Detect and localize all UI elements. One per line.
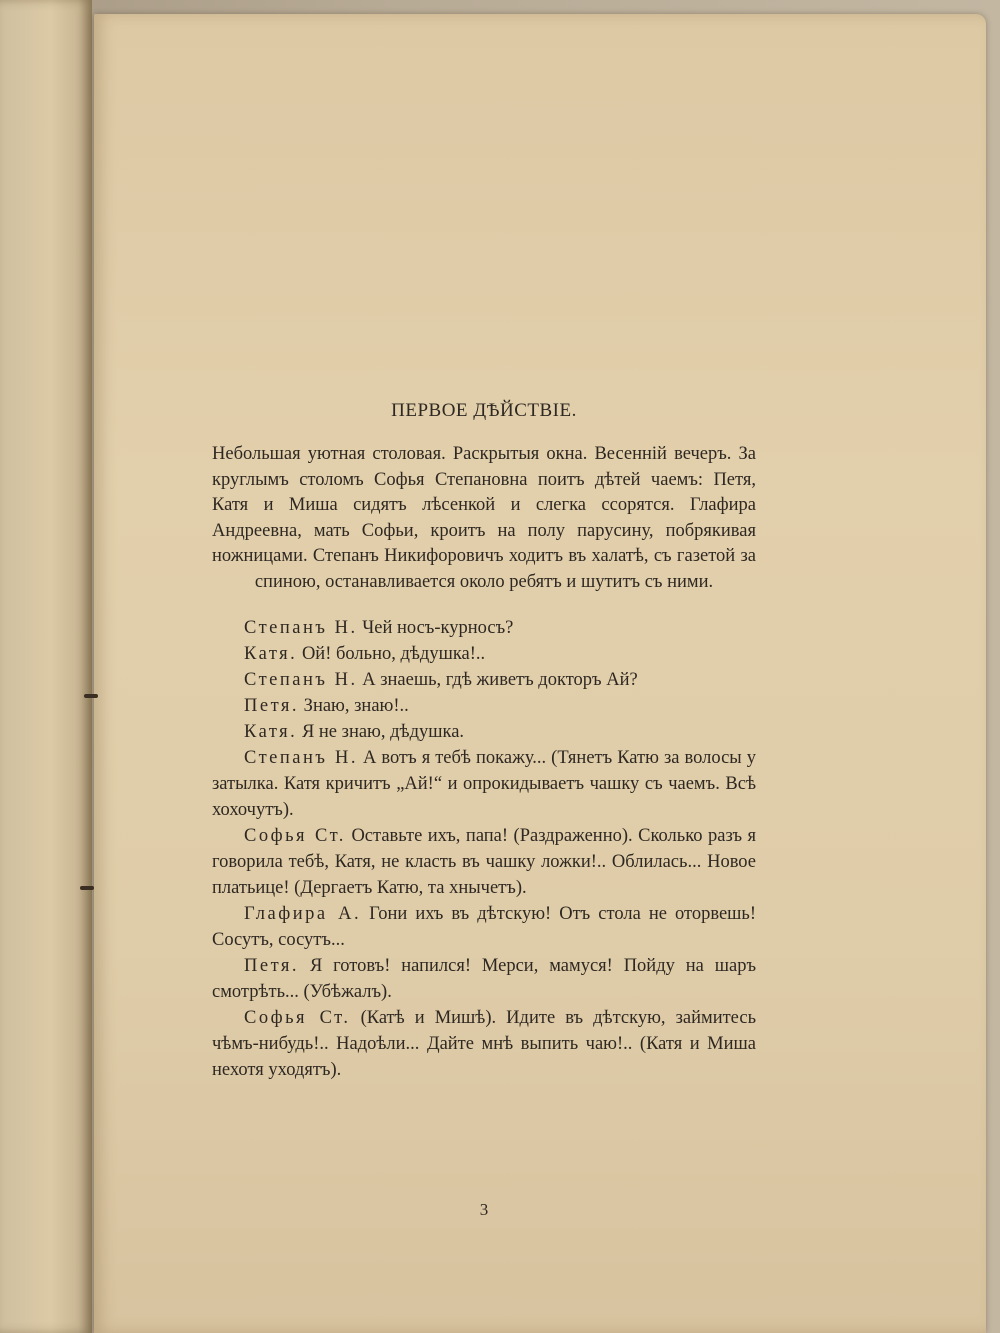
speaker-name: Софья Ст. <box>244 1008 351 1028</box>
speaker-name: Петя. <box>244 696 300 716</box>
speaker-name: Степанъ Н. <box>244 748 358 768</box>
speaker-name: Глафира А. <box>244 904 362 924</box>
binding-thread-mark <box>84 694 98 698</box>
line-text: Ой! больно, дѣдушка!.. <box>301 644 486 664</box>
dialogue-line <box>212 641 756 667</box>
page-number: 3 <box>479 1200 489 1219</box>
dialogue-line <box>212 1005 756 1083</box>
play-text <box>212 400 757 1219</box>
line-text: Оставьте ихъ, папа! (Раздраженно). Сколько разъ я говорила тебѣ, Катя, не класть въ чашку ложки!.. Облилась... Новое платьице! (Дергаетъ Катю, та хнычетъ). <box>212 826 757 898</box>
dialogue-line <box>212 901 756 953</box>
speaker-name: Степанъ Н. <box>244 618 358 638</box>
line-text: Я не знаю, дѣдушка. <box>301 722 465 742</box>
dialogue-line <box>212 823 756 901</box>
binding-thread-mark <box>80 886 94 890</box>
dialogue-line <box>212 745 756 823</box>
line-text: Гони ихъ въ дѣтскую! Отъ стола не оторвешь! Сосутъ, сосутъ... <box>212 904 757 950</box>
speaker-name: Катя. <box>244 644 298 664</box>
line-text: (Катѣ и Мишѣ). Идите въ дѣтскую, займитесь чѣмъ-нибудь!.. Надоѣли... Дайте мнѣ выпить чаю!.. (Катя и Миша нехотя уходятъ). <box>212 1008 757 1080</box>
dialogue-line <box>212 615 756 641</box>
line-text: А вотъ я тебѣ покажу... (Тянетъ Катю за волосы у затылка. Катя кричитъ „Ай!“ и опрокидываетъ чашку съ чаемъ. Всѣ хохочутъ). <box>212 748 756 820</box>
speaker-name: Петя. <box>244 956 300 976</box>
line-text: А знаешь, гдѣ живетъ докторъ Ай? <box>362 670 638 690</box>
dialogue-line <box>212 667 756 693</box>
dialogue-line <box>212 693 756 719</box>
left-page-edge <box>0 0 92 1333</box>
dialogue-line <box>212 719 756 745</box>
act-title: ПЕРВОЕ ДѢЙСТВІЕ. <box>391 400 577 421</box>
speaker-name: Катя. <box>244 722 298 742</box>
stage-direction: Небольшая уютная столовая. Раскрытыя окна. Весенній вечеръ. За круглымъ столомъ Софья Степановна поитъ дѣтей чаемъ: Петя, Катя и Миша сидятъ лѣсенкой и слегка ссорятся. Глафира Андреевна, мать Софьи, кроитъ на полу парусину, побрякивая ножницами. Степанъ Никифоровичъ ходитъ въ халатѣ, съ газетой за спиною, останавливается около ребятъ и шутитъ съ ними. <box>212 444 756 592</box>
dialogue-line <box>212 953 756 1005</box>
line-text: Чей носъ-курносъ? <box>362 618 514 638</box>
speaker-name: Степанъ Н. <box>244 670 358 690</box>
line-text: Знаю, знаю!.. <box>303 696 409 716</box>
line-text: Я готовъ! напился! Мерси, мамуся! Пойду на шаръ смотрѣть... (Убѣжалъ). <box>212 956 757 1002</box>
speaker-name: Софья Ст. <box>244 826 346 846</box>
